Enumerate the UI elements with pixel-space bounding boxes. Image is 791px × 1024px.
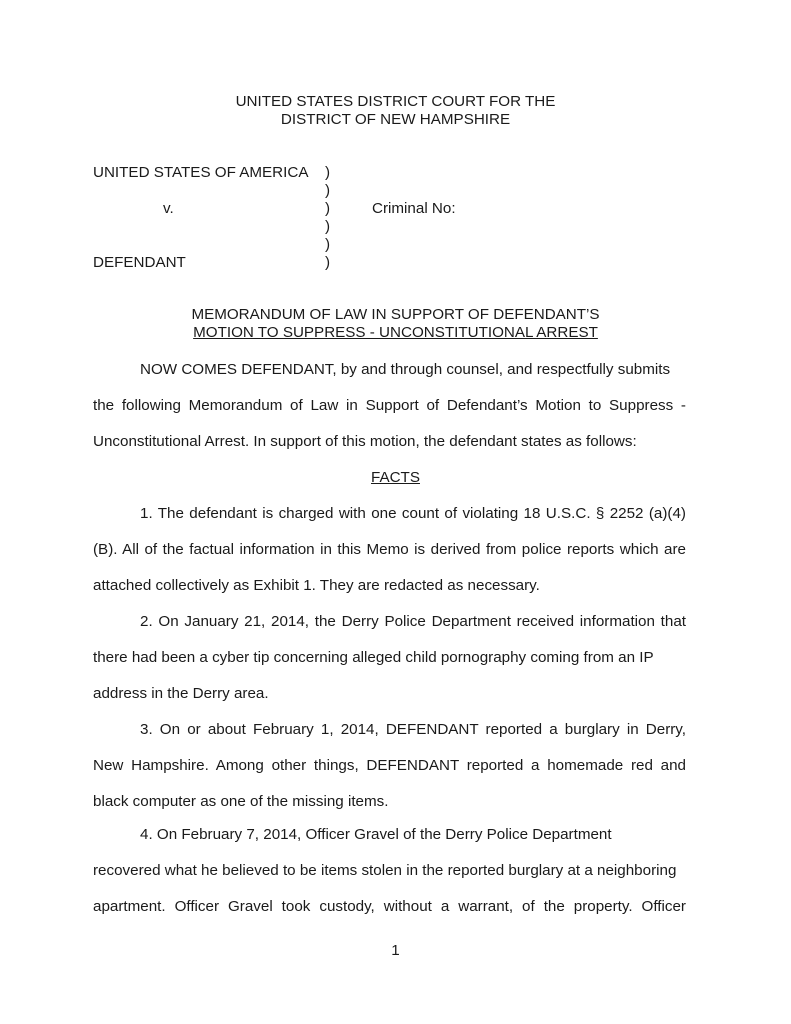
paragraph-line: address in the Derry area. bbox=[93, 685, 269, 702]
paragraph-line: New Hampshire. Among other things, DEFENDANT reported a homemade red and bbox=[93, 757, 686, 774]
paragraph-line: Unconstitutional Arrest. In support of this motion, the defendant states as follows: bbox=[93, 433, 637, 450]
criminal-number-label: Criminal No: bbox=[372, 200, 456, 217]
paragraph-line: recovered what he believed to be items stolen in the reported burglary at a neighboring bbox=[93, 862, 677, 879]
caption-paren: ) bbox=[325, 254, 331, 271]
facts-heading-text: FACTS bbox=[371, 469, 420, 486]
memorandum-title-line-1: MEMORANDUM OF LAW IN SUPPORT OF DEFENDANT’S bbox=[191, 306, 600, 323]
fact-paragraph-2 bbox=[93, 604, 686, 712]
caption-paren: ) bbox=[325, 236, 331, 253]
paragraph-line: 1. The defendant is charged with one count of violating 18 U.S.C. § 2252 (a)(4) bbox=[140, 505, 686, 522]
caption-paren: ) bbox=[325, 164, 331, 181]
facts-heading bbox=[0, 469, 791, 487]
paragraph-line: 2. On January 21, 2014, the Derry Police Department received information that bbox=[140, 613, 686, 630]
caption-defendant: DEFENDANT bbox=[93, 254, 186, 271]
caption-paren: ) bbox=[325, 200, 331, 217]
paragraph-line: NOW COMES DEFENDANT, by and through counsel, and respectfully submits bbox=[140, 361, 671, 378]
court-name-line-2: DISTRICT OF NEW HAMPSHIRE bbox=[280, 111, 511, 128]
court-name-line-1: UNITED STATES DISTRICT COURT FOR THE bbox=[235, 93, 556, 110]
page-number: 1 bbox=[391, 942, 400, 959]
caption-plaintiff: UNITED STATES OF AMERICA bbox=[93, 164, 309, 181]
paragraph-line: black computer as one of the missing items. bbox=[93, 793, 389, 810]
fact-paragraph-1 bbox=[93, 496, 686, 604]
paragraph-line: the following Memorandum of Law in Support of Defendant’s Motion to Suppress - bbox=[93, 397, 686, 414]
memorandum-title-line-2-text: MOTION TO SUPPRESS - UNCONSTITUTIONAL ARREST bbox=[193, 324, 598, 341]
fact-paragraph-3 bbox=[93, 712, 686, 820]
caption-paren-column bbox=[325, 164, 330, 272]
fact-paragraph-4 bbox=[93, 817, 686, 925]
intro-paragraph bbox=[93, 352, 686, 460]
memorandum-title-line-2 bbox=[0, 324, 791, 342]
paragraph-line: apartment. Officer Gravel took custody, without a warrant, of the property. Officer bbox=[93, 898, 686, 915]
caption-paren: ) bbox=[325, 182, 331, 199]
paragraph-line: attached collectively as Exhibit 1. They are redacted as necessary. bbox=[93, 577, 540, 594]
paragraph-line: 3. On or about February 1, 2014, DEFENDANT reported a burglary in Derry, bbox=[140, 721, 686, 738]
caption-paren: ) bbox=[325, 218, 331, 235]
caption-versus: v. bbox=[163, 200, 174, 217]
paragraph-line: 4. On February 7, 2014, Officer Gravel of the Derry Police Department bbox=[140, 826, 612, 843]
paragraph-line: there had been a cyber tip concerning alleged child pornography coming from an IP bbox=[93, 649, 654, 666]
paragraph-line: (B). All of the factual information in this Memo is derived from police reports which are bbox=[93, 541, 686, 558]
